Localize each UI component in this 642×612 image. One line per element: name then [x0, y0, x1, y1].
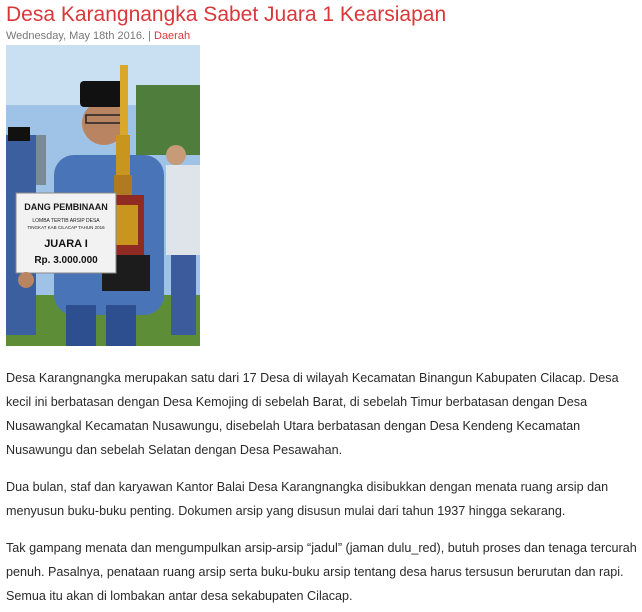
banner-line-2: LOMBA TERTIB ARSIP DESA — [32, 218, 100, 224]
article-meta — [6, 29, 636, 43]
banner-line-3: TINGKAT KAB CILACAP TAHUN 2016 — [27, 225, 105, 230]
paragraph-1: Desa Karangnangka merupakan satu dari 17 Desa di wilayah Kecamatan Binangun Kabupaten Cilacap. Desa kecil ini berbatasan dengan Desa Kemojing di sebelah Barat, di sebelah Timur berbatasan dengan Desa Nusawangkal Kecamatan Nusawungu, disebelah Utara berbatasan dengan Desa Kendeng Kecamatan Nusawungu dan sebelah Selatan dengan Desa Pesawahan. — [6, 371, 619, 457]
paragraph-3: Tak gampang menata dan mengumpulkan arsip-arsip “jadul” (jaman dulu_red), butuh proses dan tenaga tercurah penuh. Pasalnya, penataan ruang arsip serta buku-buku arsip tentang desa harus tersusun berurutan dan rapi. Semua itu akan di lombakan antar desa sekabupaten Cilacap. — [6, 541, 637, 603]
article-date: Wednesday, May 18th 2016. — [6, 30, 146, 42]
article-title[interactable]: Desa Karangnangka Sabet Juara 1 Kearsiapan — [6, 3, 447, 26]
article-body — [6, 366, 638, 608]
meta-separator: | — [148, 30, 151, 42]
banner-line-1: DANG PEMBINAAN — [24, 202, 108, 212]
article-photo — [6, 45, 200, 346]
category-link[interactable]: Daerah — [154, 30, 191, 42]
banner-line-4: JUARA I — [44, 238, 88, 250]
paragraph-2: Dua bulan, staf dan karyawan Kantor Balai Desa Karangnangka disibukkan dengan menata ruang arsip dan menyusun buku-buku penting. Dokumen arsip yang disusun mulai dari tahun 1937 hingga sekarang. — [6, 480, 609, 518]
banner-line-5: Rp. 3.000.000 — [34, 255, 98, 266]
